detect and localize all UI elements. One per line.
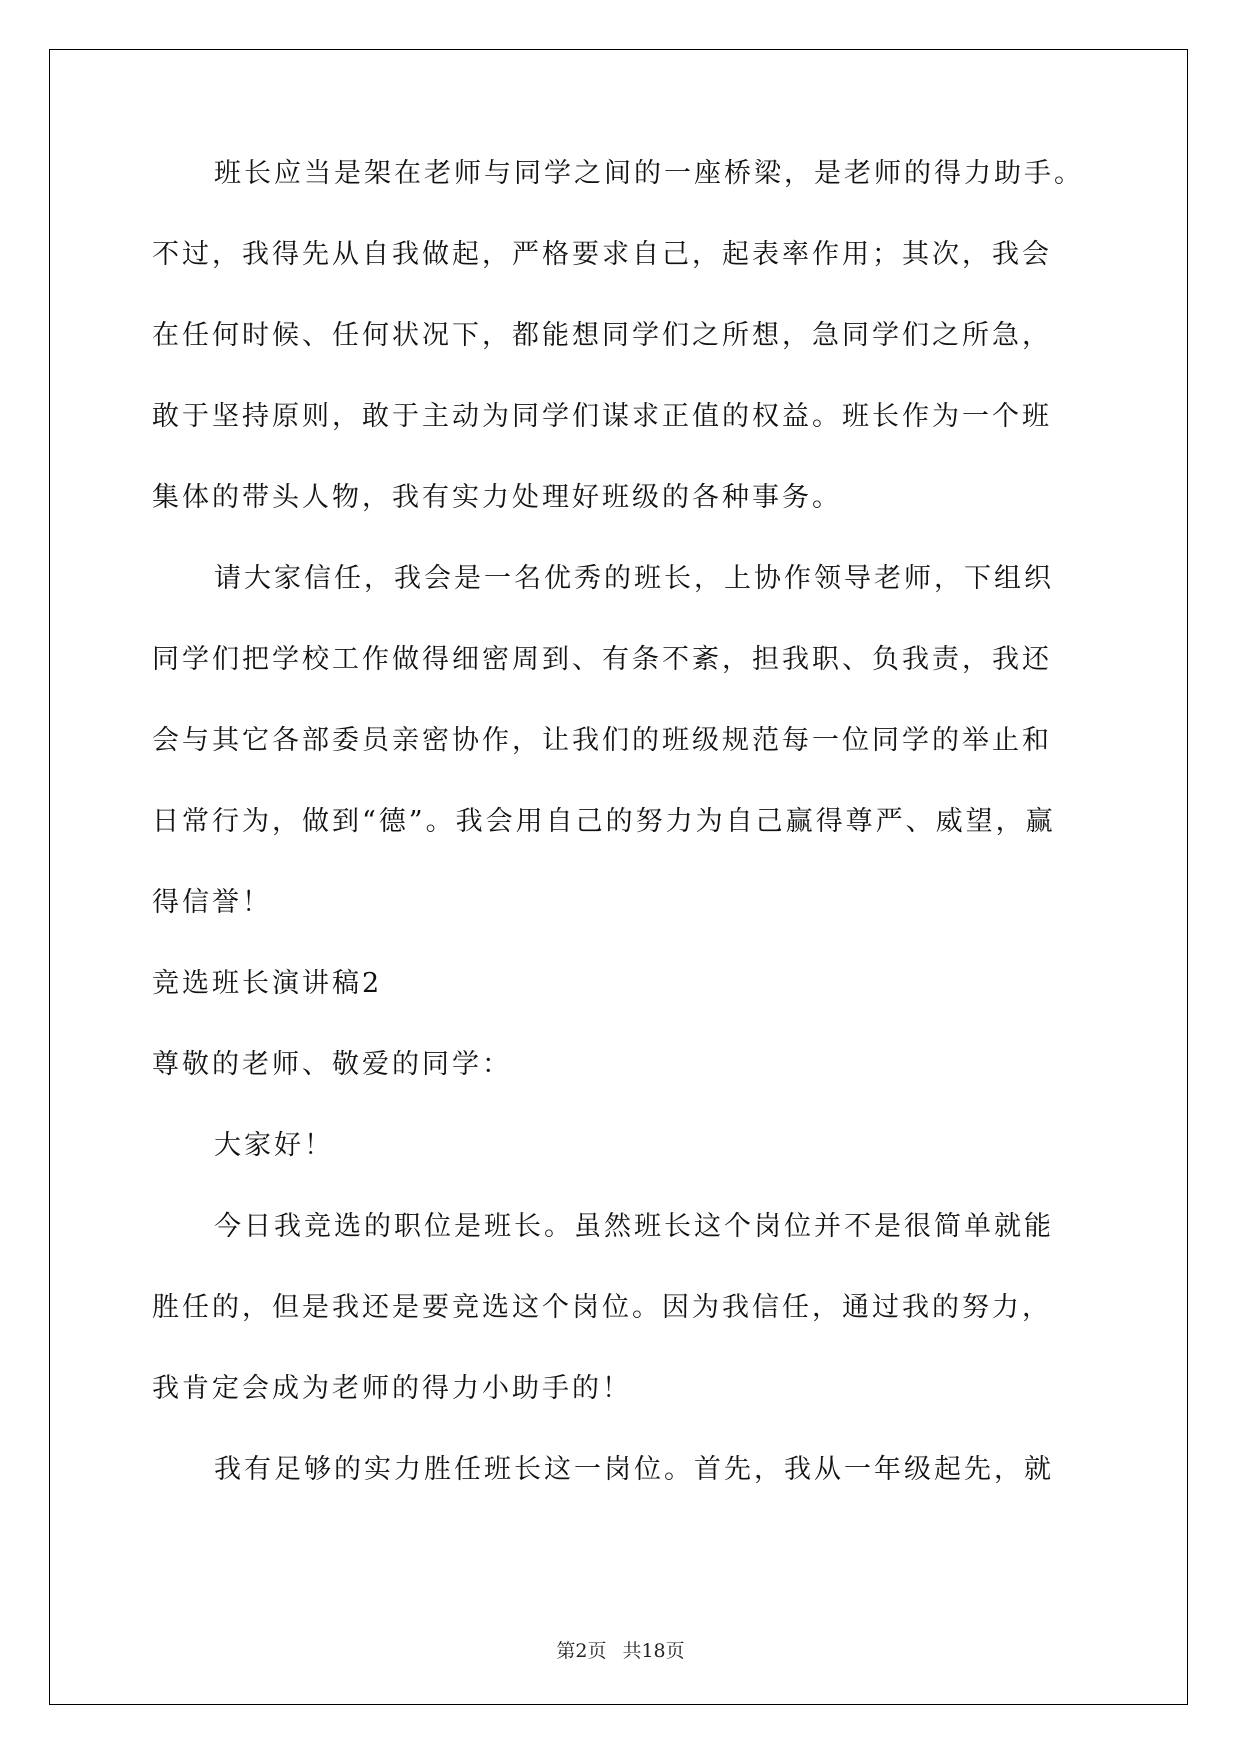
text-line: 我有足够的实力胜任班长这一岗位。首先，我从一年级起先，就	[214, 1454, 1054, 1485]
page-number: 第2页	[556, 1640, 607, 1662]
text-line: 会与其它各部委员亲密协作，让我们的班级规范每一位同学的举止和	[152, 725, 1052, 756]
salutation: 尊敬的老师、敬爱的同学：	[152, 1049, 512, 1080]
section-heading: 竞选班长演讲稿2	[152, 968, 383, 999]
text-line: 请大家信任，我会是一名优秀的班长，上协作领导老师，下组织	[214, 563, 1054, 594]
text-line: 同学们把学校工作做得细密周到、有条不紊，担我职、负我责，我还	[152, 644, 1052, 675]
text-line: 我肯定会成为老师的得力小助手的！	[152, 1373, 632, 1404]
text-line: 班长应当是架在老师与同学之间的一座桥梁，是老师的得力助手。	[214, 158, 1084, 189]
text-line: 集体的带头人物，我有实力处理好班级的各种事务。	[152, 482, 842, 513]
page-footer	[0, 1636, 1241, 1663]
document-body	[152, 157, 1092, 1534]
greeting: 大家好！	[214, 1130, 334, 1161]
text-line: 得信誉！	[152, 887, 272, 918]
text-line: 在任何时候、任何状况下，都能想同学们之所想，急同学们之所急，	[152, 320, 1052, 351]
text-line: 敢于坚持原则，敢于主动为同学们谋求正值的权益。班长作为一个班	[152, 401, 1052, 432]
text-line: 今日我竞选的职位是班长。虽然班长这个岗位并不是很简单就能	[214, 1211, 1054, 1242]
text-line: 日常行为，做到“德”。我会用自己的努力为自己赢得尊严、威望，赢	[152, 806, 1056, 837]
text-line: 胜任的，但是我还是要竞选这个岗位。因为我信任，通过我的努力，	[152, 1292, 1052, 1323]
text-line: 不过，我得先从自我做起，严格要求自己，起表率作用；其次，我会	[152, 239, 1052, 270]
page-total: 共18页	[622, 1640, 685, 1662]
